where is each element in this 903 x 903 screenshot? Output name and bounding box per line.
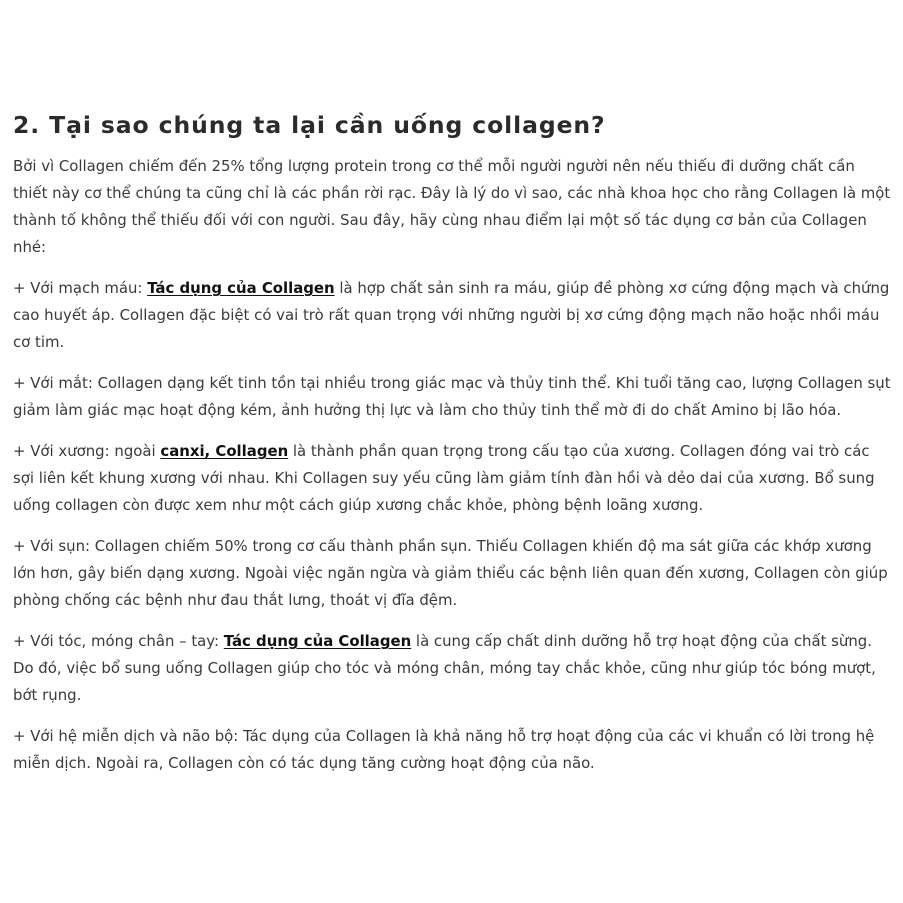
hair-nails-text: là cung cấp chất dinh dưỡng hỗ trợ hoạt động của chất sừng. Do đó, việc bổ sung uống Collagen giúp cho tóc và móng chân, móng tay chắc khỏe, cũng như giúp tóc bóng mượt, bớt rụng. — [13, 632, 876, 704]
section-heading: 2. Tại sao chúng ta lại cần uống collagen? — [13, 111, 606, 139]
bones-text: là thành phần quan trọng trong cấu tạo của xương. Collagen đóng vai trò các sợi liên kết khung xương với nhau. Khi Collagen suy yếu cũng làm giảm tính đàn hồi và dẻo dai của xương. Bổ sung uống collagen còn được xem như một cách giúp xương chắc khỏe, phòng bệnh loãng xương. — [13, 442, 875, 514]
calcium-collagen-link[interactable]: canxi, Collagen — [160, 442, 289, 460]
blood-vessels-paragraph — [13, 275, 893, 356]
blood-vessels-prefix: + Với mạch máu: — [13, 279, 148, 297]
eyes-paragraph: + Với mắt: Collagen dạng kết tinh tồn tại nhiều trong giác mạc và thủy tinh thể. Khi tuổi tăng cao, lượng Collagen sụt giảm làm giác mạc hoạt động kém, ảnh hưởng thị lực và làm cho thủy tinh thể mờ đi do chất Amino bị lão hóa. — [13, 374, 891, 419]
blood-vessels-text: là hợp chất sản sinh ra máu, giúp đề phòng xơ cứng động mạch và chứng cao huyết áp. Collagen đặc biệt có vai trò rất quan trọng với những người bị xơ cứng động mạch não hoặc nhồi máu cơ tim. — [13, 279, 890, 351]
hair-nails-prefix: + Với tóc, móng chân – tay: — [13, 632, 224, 650]
cartilage-paragraph: + Với sụn: Collagen chiếm 50% trong cơ cấu thành phần sụn. Thiếu Collagen khiến độ ma sát giữa các khớp xương lớn hơn, gây biến dạng xương. Ngoài việc ngăn ngừa và giảm thiểu các bệnh liên quan đến xương, Collagen còn giúp phòng chống các bệnh như đau thắt lưng, thoát vị đĩa đệm. — [13, 537, 888, 609]
hair-nails-paragraph — [13, 628, 893, 709]
immune-brain-paragraph: + Với hệ miễn dịch và não bộ: Tác dụng của Collagen là khả năng hỗ trợ hoạt động của các vi khuẩn có lời trong hệ miễn dịch. Ngoài ra, Collagen còn có tác dụng tăng cường hoạt động của não. — [13, 727, 875, 772]
bones-paragraph — [13, 438, 893, 519]
intro-paragraph: Bởi vì Collagen chiếm đến 25% tổng lượng protein trong cơ thể mỗi người người nên nếu thiếu đi dưỡng chất cần thiết này cơ thể chúng ta cũng chỉ là các phần rời rạc. Đây là lý do vì sao, các nhà khoa học cho rằng Collagen là một thành tố không thể thiếu đối với con người. Sau đây, hãy cùng nhau điểm lại một số tác dụng cơ bản của Collagen nhé: — [13, 157, 891, 256]
article-body — [13, 106, 893, 791]
collagen-effects-link-1[interactable]: Tác dụng của Collagen — [147, 279, 335, 297]
bones-prefix: + Với xương: ngoài — [13, 442, 161, 460]
collagen-effects-link-2[interactable]: Tác dụng của Collagen — [223, 632, 412, 650]
